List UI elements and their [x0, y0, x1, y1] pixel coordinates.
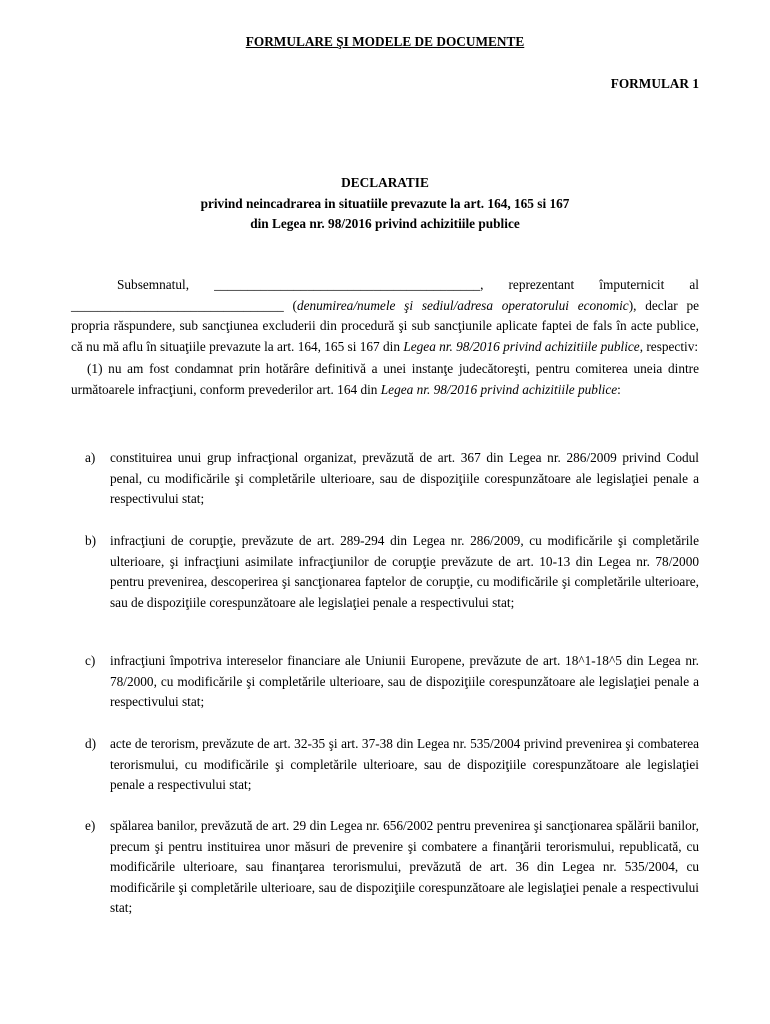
declaration-subtitle-line2: din Legea nr. 98/2016 privind achizitiile publice	[250, 216, 520, 231]
document-header-title: FORMULARE ŞI MODELE DE DOCUMENTE	[245, 34, 525, 49]
list-item-text: constituirea unui grup infracţional organizat, prevăzută de art. 367 din Legea nr. 286/2009 privind Codul penal, cu modificările şi completările ulterioare, sau de dispoziţiile corespunzătoare ale legislaţiei penale a respectivului stat;	[110, 450, 699, 507]
intro-text-1: Subsemnatul, ________________________________________, reprezentant împuternicit al ________________________________ (	[71, 277, 699, 313]
point-1-text-1: (1) nu am fost condamnat prin hotărâre definitivă a unei instanţe judecătoreşti, pentru comiterea uneia dintre următoarele infracţiuni, conform prevederilor art. 164 din	[71, 361, 699, 397]
declaration-title: DECLARATIE	[341, 175, 429, 190]
list-item-text: acte de terorism, prevăzute de art. 32-35 şi art. 37-38 din Legea nr. 535/2004 privind prevenirea şi combaterea terorismului, cu modificările şi completările ulterioare, sau de dispoziţiile corespunzătoare ale legislaţiei penale a respectivului stat;	[110, 736, 699, 793]
list-item-text: infracţiuni de corupţie, prevăzute de art. 289-294 din Legea nr. 286/2009, cu modificările şi completările ulterioare, şi infracţiuni asimilate infracţiunilor de corupţie prevăzute de art. 10-13 din Legea nr. 78/2000 pentru prevenirea, descoperirea şi sancţionarea faptelor de corupţie, cu modificările şi completările ulterioare, sau de dispoziţiile corespunzătoare ale legislaţiei penale a respectivului stat;	[110, 533, 699, 610]
document-page	[71, 0, 699, 1024]
list-item-letter: a)	[85, 450, 96, 465]
form-number: FORMULAR 1	[610, 76, 699, 91]
list-item-text: infracţiuni împotriva intereselor financiare ale Uniunii Europene, prevăzute de art. 18^1-18^5 din Legea nr. 78/2000, cu modificările şi completările ulterioare, sau de dispoziţiile corespunzătoare ale legislaţiei penale a respectivului stat;	[110, 653, 699, 710]
declaration-subtitle-line1: privind neincadrarea in situatiile prevazute la art. 164, 165 si 167	[200, 195, 570, 211]
intro-text-4: Legea nr. 98/2016 privind achizitiile publice	[403, 338, 640, 354]
list-item-letter: d)	[85, 736, 97, 751]
intro-text-5: , respectiv:	[639, 338, 699, 354]
intro-text-3: ), declar pe propria răspundere, sub sancţiunea excluderii din procedură şi sub sancţiunile aplicate faptei de fals în acte publice, că nu mă aflu în situaţiile prevazute la art. 164, 165 si 167 din	[71, 297, 699, 354]
intro-text-2: denumirea/numele şi sediul/adresa operatorului economic	[296, 297, 629, 313]
point-1-paragraph	[71, 359, 699, 400]
list-item-letter: b)	[85, 533, 97, 548]
list-item-text: spălarea banilor, prevăzută de art. 29 din Legea nr. 656/2002 pentru prevenirea şi sancţionarea spălării banilor, precum şi pentru instituirea unor măsuri de prevenire şi combatere a finanţării terorismului, republicată, cu modificările ulterioare, sau finanţarea terorismului, prevăzută de art. 36 din Legea nr. 535/2004, cu modificările şi completările ulterioare, sau de dispoziţiile corespunzătoare ale legislaţiei penale a respectivului stat;	[110, 818, 699, 916]
list-item-letter: e)	[85, 818, 96, 833]
intro-paragraph	[71, 275, 699, 357]
list-item-letter: c)	[85, 653, 96, 668]
point-1-text-2: Legea nr. 98/2016 privind achizitiile publice	[380, 381, 618, 397]
declaration-heading	[71, 173, 699, 235]
point-1-text-3: :	[617, 381, 621, 397]
